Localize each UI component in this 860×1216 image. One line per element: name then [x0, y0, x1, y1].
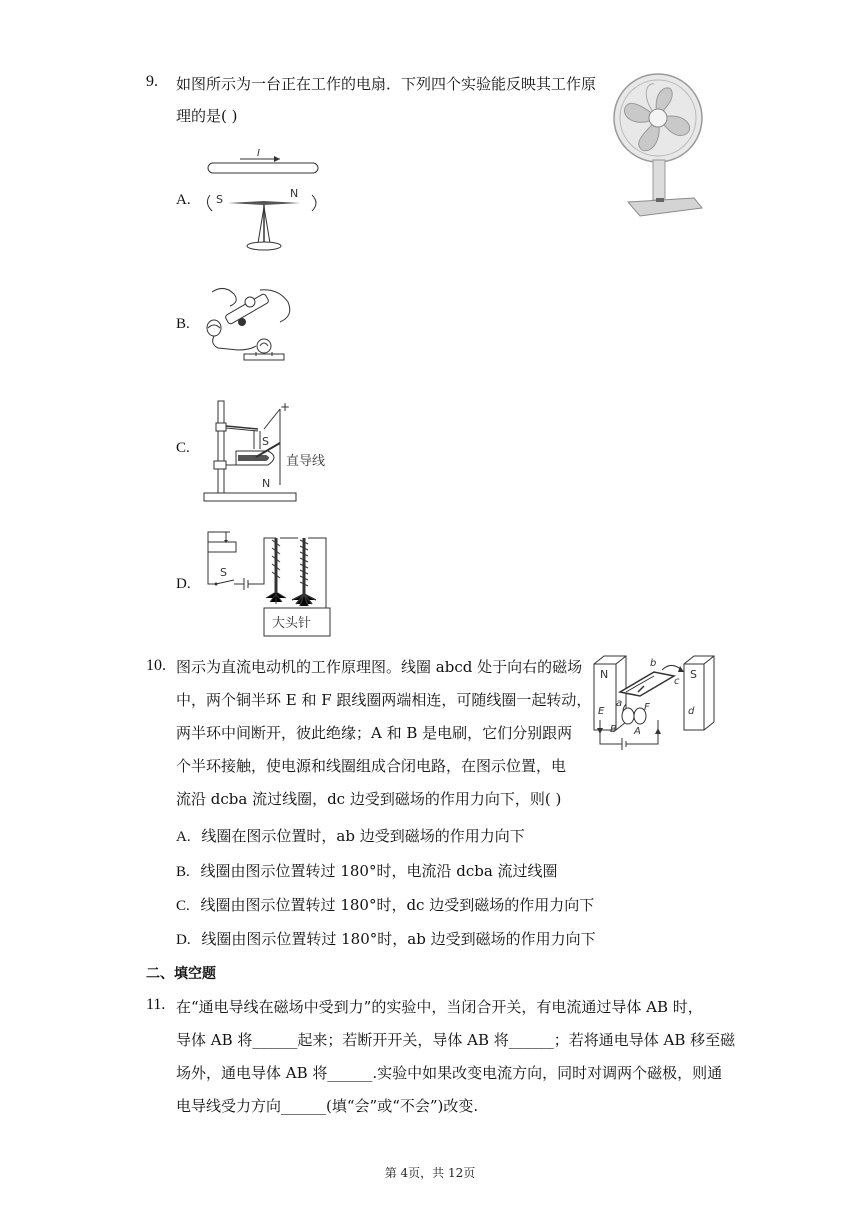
q9-text-line2: 理的是( )	[176, 107, 238, 125]
south-pole-label: S	[216, 193, 223, 206]
pins-label: 大头针	[272, 616, 312, 631]
south-pole-label: S	[690, 668, 697, 681]
q9-option-a-figure	[200, 145, 325, 260]
q10-option-c-label: C.	[176, 898, 190, 914]
q10-text-line2: 中，两个铜半环 E 和 F 跟线圈两端相连，可随线圈一起转动，	[176, 691, 592, 709]
half-ring-e-label: E	[598, 706, 605, 717]
q10-option-d-text: 线圈由图示位置转过 180°时，ab 边受到磁场的作用力向下	[201, 930, 596, 948]
plus-terminal-label: +	[280, 400, 291, 414]
q10-option-b-text: 线圈由图示位置转过 180°时，电流沿 dcba 流过线圈	[200, 862, 558, 880]
q9-option-d-figure	[200, 528, 335, 638]
q10-number: 10.	[146, 657, 166, 674]
electric-fan-image	[610, 70, 710, 220]
q9-option-d-label: D.	[176, 576, 191, 592]
q9-option-c-label: C.	[176, 440, 190, 456]
q9-text-line1: 如图所示为一台正在工作的电扇．下列四个实验能反映其工作原	[176, 75, 597, 93]
q10-option-a-label: A.	[176, 829, 191, 845]
q11-text-line4: 电导线受力方向______(填“会”或“不会”)改变.	[176, 1097, 479, 1115]
current-label: I	[257, 148, 260, 159]
q10-option-d	[176, 929, 596, 950]
brush-a-label: A	[634, 726, 641, 737]
q10-option-b-label: B.	[176, 864, 190, 880]
q10-option-d-label: D.	[176, 932, 191, 948]
coil-label-a: a	[616, 698, 623, 709]
section-heading: 二、填空题	[146, 966, 216, 982]
q10-option-a	[176, 826, 525, 847]
north-pole-label: N	[600, 668, 609, 681]
q9-number: 9.	[146, 73, 158, 90]
q10-text-line4: 个半环接触，使电源和线圈组成合闭电路，在图示位置，电	[176, 757, 567, 775]
switch-label: S	[220, 566, 227, 579]
q10-option-c	[176, 895, 594, 916]
half-ring-f-label: F	[644, 702, 650, 713]
q9-option-b-figure	[200, 282, 300, 368]
coil-label-b: b	[650, 658, 657, 669]
q10-option-a-text: 线圈在图示位置时，ab 边受到磁场的作用力向下	[201, 827, 525, 845]
q10-text-line3: 两半环中间断开，彼此绝缘；A 和 B 是电刷，它们分别跟两	[176, 724, 573, 742]
south-pole-label: S	[262, 435, 269, 448]
q10-option-c-text: 线圈由图示位置转过 180°时，dc 边受到磁场的作用力向下	[200, 896, 595, 914]
brush-b-label: B	[610, 724, 617, 735]
q10-text-line5: 流沿 dcba 流过线圈，dc 边受到磁场的作用力向下，则( )	[176, 790, 562, 808]
q9-option-c-figure	[200, 395, 345, 507]
q11-text-line2: 导体 AB 将______起来；若断开开关，导体 AB 将______；若将通电导体 AB 移至磁	[176, 1031, 736, 1049]
coil-label-d: d	[688, 706, 695, 717]
q10-option-b	[176, 861, 558, 882]
north-pole-label: N	[290, 187, 299, 200]
page-footer: 第 4页，共 12页	[384, 1166, 476, 1180]
q9-option-b-label: B.	[176, 316, 190, 332]
q9-option-a-label: A.	[176, 192, 191, 208]
q11-text-line1: 在“通电导线在磁场中受到力”的实验中，当闭合开关，有电流通过导体 AB 时，	[176, 998, 703, 1016]
dc-motor-diagram	[592, 652, 718, 752]
coil-label-c: c	[674, 676, 680, 687]
north-pole-label: N	[262, 477, 271, 490]
q10-text-line1: 图示为直流电动机的工作原理图。线圈 abcd 处于向右的磁场	[176, 658, 583, 676]
straight-wire-label: 直导线	[286, 454, 326, 469]
q11-text-line3: 场外，通电导体 AB 将______.实验中如果改变电流方向，同时对调两个磁极，则通	[176, 1064, 723, 1082]
q11-number: 11.	[146, 996, 166, 1013]
